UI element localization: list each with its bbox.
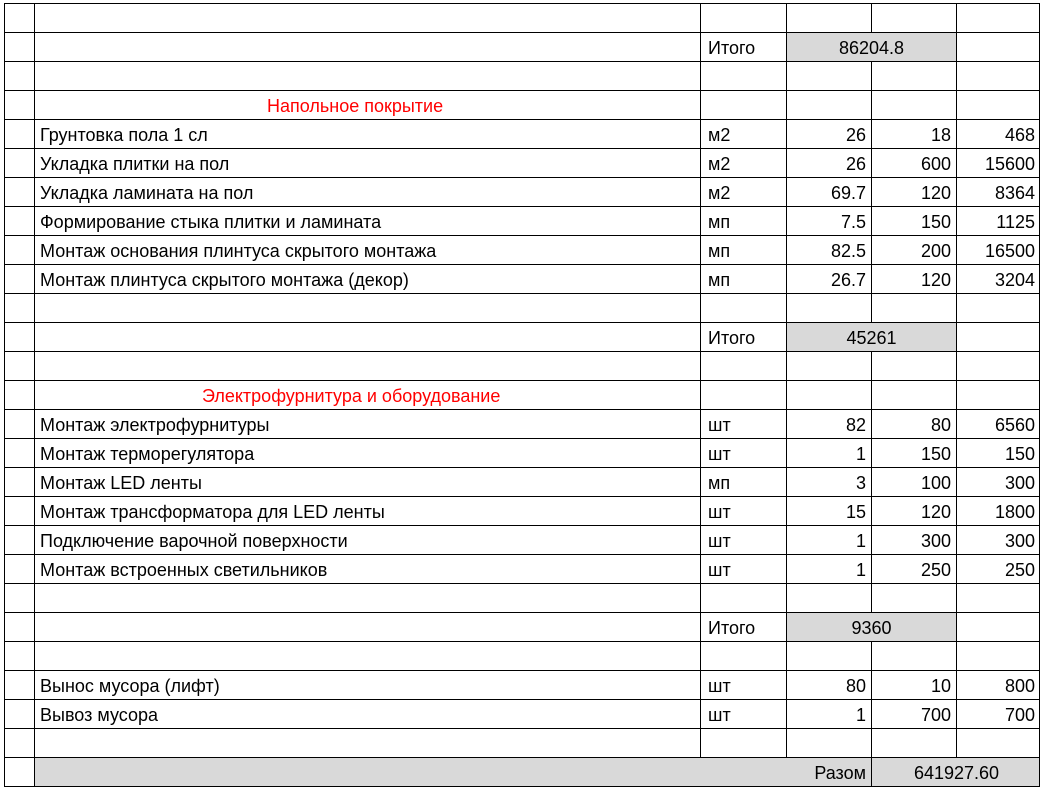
cell[interactable] bbox=[956, 293, 1040, 322]
item-unit[interactable]: мп bbox=[700, 235, 786, 264]
item-qty[interactable]: 26.7 bbox=[786, 264, 871, 293]
table-row bbox=[4, 554, 1040, 583]
row-header-cell[interactable] bbox=[4, 467, 34, 496]
row-header-cell[interactable] bbox=[4, 583, 34, 612]
item-qty[interactable]: 3 bbox=[786, 467, 871, 496]
table-row bbox=[4, 264, 1040, 293]
item-qty[interactable]: 26 bbox=[786, 119, 871, 148]
item-name[interactable]: Вывоз мусора bbox=[34, 699, 700, 728]
row-header-cell[interactable] bbox=[4, 757, 34, 786]
cell[interactable] bbox=[700, 61, 786, 90]
row-header-cell[interactable] bbox=[4, 119, 34, 148]
row-header-cell[interactable] bbox=[4, 264, 34, 293]
cell[interactable] bbox=[956, 322, 1040, 351]
item-qty[interactable]: 1 bbox=[786, 699, 871, 728]
cell[interactable] bbox=[871, 351, 956, 380]
item-sum[interactable]: 800 bbox=[956, 670, 1040, 699]
item-name[interactable]: Вынос мусора (лифт) bbox=[34, 670, 700, 699]
cell[interactable] bbox=[871, 61, 956, 90]
item-price[interactable]: 250 bbox=[871, 554, 956, 583]
item-sum[interactable]: 300 bbox=[956, 467, 1040, 496]
cell[interactable] bbox=[871, 90, 956, 119]
cell[interactable] bbox=[34, 351, 700, 380]
row-header-cell[interactable] bbox=[4, 525, 34, 554]
item-name[interactable]: Монтаж электрофурнитуры bbox=[34, 409, 700, 438]
grand-total-value[interactable]: 641927.60 bbox=[913, 763, 1000, 783]
cell[interactable] bbox=[786, 728, 871, 757]
item-price[interactable]: 150 bbox=[871, 438, 956, 467]
grand-total-row bbox=[4, 757, 1040, 786]
section-title: Электрофурнитура и оборудование bbox=[202, 386, 501, 406]
table-row bbox=[4, 699, 1040, 728]
item-qty[interactable]: 69.7 bbox=[786, 177, 871, 206]
item-unit[interactable]: мп bbox=[700, 467, 786, 496]
table-row bbox=[4, 409, 1040, 438]
cell[interactable] bbox=[956, 641, 1040, 670]
item-name[interactable]: Монтаж трансформатора для LED ленты bbox=[34, 496, 700, 525]
cell[interactable] bbox=[700, 351, 786, 380]
section-title-row bbox=[4, 90, 1040, 119]
row-header-cell[interactable] bbox=[4, 699, 34, 728]
item-price[interactable]: 150 bbox=[871, 206, 956, 235]
cell[interactable] bbox=[786, 61, 871, 90]
item-sum[interactable]: 1800 bbox=[956, 496, 1040, 525]
empty-row bbox=[4, 3, 1040, 32]
cell[interactable] bbox=[34, 32, 700, 61]
cell[interactable] bbox=[956, 90, 1040, 119]
item-price[interactable]: 700 bbox=[871, 699, 956, 728]
cell[interactable] bbox=[34, 728, 700, 757]
item-unit[interactable]: шт bbox=[700, 525, 786, 554]
table-row bbox=[4, 496, 1040, 525]
item-unit[interactable]: м2 bbox=[700, 177, 786, 206]
cell[interactable] bbox=[786, 293, 871, 322]
item-name[interactable]: Укладка плитки на пол bbox=[34, 148, 700, 177]
table-row bbox=[4, 177, 1040, 206]
cell[interactable] bbox=[786, 90, 871, 119]
item-sum[interactable]: 8364 bbox=[956, 177, 1040, 206]
item-qty[interactable]: 1 bbox=[786, 554, 871, 583]
empty-row bbox=[4, 293, 1040, 322]
item-name[interactable]: Формирование стыка плитки и ламината bbox=[34, 206, 700, 235]
cell[interactable] bbox=[956, 32, 1040, 61]
cell[interactable] bbox=[34, 293, 700, 322]
item-unit[interactable]: шт bbox=[700, 554, 786, 583]
table-row bbox=[4, 148, 1040, 177]
subtotal-row bbox=[4, 32, 1040, 61]
row-header-cell[interactable] bbox=[4, 61, 34, 90]
cell[interactable] bbox=[34, 3, 700, 32]
subtotal-value[interactable]: 45261 bbox=[786, 322, 956, 351]
cell[interactable] bbox=[871, 380, 956, 409]
item-price[interactable]: 300 bbox=[871, 525, 956, 554]
row-header-cell[interactable] bbox=[4, 641, 34, 670]
item-name[interactable]: Монтаж терморегулятора bbox=[34, 438, 700, 467]
item-name[interactable]: Грунтовка пола 1 сл bbox=[34, 119, 700, 148]
row-header-cell[interactable] bbox=[4, 670, 34, 699]
table-row bbox=[4, 235, 1040, 264]
cell[interactable] bbox=[786, 3, 871, 32]
empty-row bbox=[4, 351, 1040, 380]
cell[interactable] bbox=[700, 3, 786, 32]
item-sum[interactable]: 16500 bbox=[956, 235, 1040, 264]
item-sum[interactable]: 15600 bbox=[956, 148, 1040, 177]
section-title: Напольное покрытие bbox=[267, 96, 444, 116]
item-price[interactable]: 120 bbox=[871, 496, 956, 525]
subtotal-label[interactable]: Итого bbox=[700, 612, 786, 641]
cell[interactable] bbox=[956, 612, 1040, 641]
grand-total-bar bbox=[34, 757, 1040, 786]
grand-total-label[interactable]: Разом bbox=[787, 758, 872, 787]
row-header-cell[interactable] bbox=[4, 148, 34, 177]
table-row bbox=[4, 206, 1040, 235]
empty-row bbox=[4, 728, 1040, 757]
item-qty[interactable]: 1 bbox=[786, 438, 871, 467]
empty-row bbox=[4, 641, 1040, 670]
cell[interactable] bbox=[34, 583, 700, 612]
row-header-cell[interactable] bbox=[4, 728, 34, 757]
item-price[interactable]: 120 bbox=[871, 264, 956, 293]
cell[interactable] bbox=[700, 583, 786, 612]
row-header-cell[interactable] bbox=[4, 351, 34, 380]
row-header-cell[interactable] bbox=[4, 380, 34, 409]
item-qty[interactable]: 7.5 bbox=[786, 206, 871, 235]
row-header-cell[interactable] bbox=[4, 3, 34, 32]
row-header-cell[interactable] bbox=[4, 496, 34, 525]
item-sum[interactable]: 3204 bbox=[956, 264, 1040, 293]
row-header-cell[interactable] bbox=[4, 409, 34, 438]
row-header-cell[interactable] bbox=[4, 438, 34, 467]
cell[interactable] bbox=[956, 583, 1040, 612]
subtotal-row bbox=[4, 612, 1040, 641]
section-title-row bbox=[4, 380, 1040, 409]
item-qty[interactable]: 1 bbox=[786, 525, 871, 554]
cell[interactable] bbox=[956, 728, 1040, 757]
cell[interactable] bbox=[34, 61, 700, 90]
item-unit[interactable]: шт bbox=[700, 670, 786, 699]
cell[interactable] bbox=[871, 3, 956, 32]
item-sum[interactable]: 6560 bbox=[956, 409, 1040, 438]
item-name[interactable]: Монтаж основания плинтуса скрытого монтажа bbox=[34, 235, 700, 264]
table-bottom-border bbox=[4, 786, 1040, 787]
section-title-cell[interactable] bbox=[34, 380, 700, 409]
item-qty[interactable]: 26 bbox=[786, 148, 871, 177]
cell[interactable] bbox=[34, 322, 700, 351]
table-row bbox=[4, 670, 1040, 699]
cell[interactable] bbox=[956, 380, 1040, 409]
cell[interactable] bbox=[871, 728, 956, 757]
item-unit[interactable]: мп bbox=[700, 206, 786, 235]
cell[interactable] bbox=[956, 3, 1040, 32]
table-row bbox=[4, 438, 1040, 467]
item-sum[interactable]: 150 bbox=[956, 438, 1040, 467]
item-unit[interactable]: шт bbox=[700, 409, 786, 438]
item-name[interactable]: Монтаж встроенных светильников bbox=[34, 554, 700, 583]
item-unit[interactable]: шт bbox=[700, 699, 786, 728]
item-unit[interactable]: мп bbox=[700, 264, 786, 293]
row-header-cell[interactable] bbox=[4, 206, 34, 235]
row-header-cell[interactable] bbox=[4, 293, 34, 322]
cell[interactable] bbox=[700, 641, 786, 670]
item-unit[interactable]: шт bbox=[700, 438, 786, 467]
item-name[interactable]: Укладка ламината на пол bbox=[34, 177, 700, 206]
item-sum[interactable]: 250 bbox=[956, 554, 1040, 583]
item-qty[interactable]: 82.5 bbox=[786, 235, 871, 264]
subtotal-label[interactable]: Итого bbox=[700, 322, 786, 351]
row-header-cell[interactable] bbox=[4, 235, 34, 264]
row-header-cell[interactable] bbox=[4, 322, 34, 351]
empty-row bbox=[4, 583, 1040, 612]
row-header-cell[interactable] bbox=[4, 32, 34, 61]
item-unit[interactable]: м2 bbox=[700, 119, 786, 148]
cell[interactable] bbox=[700, 293, 786, 322]
item-price[interactable]: 200 bbox=[871, 235, 956, 264]
cell[interactable] bbox=[871, 293, 956, 322]
cell[interactable] bbox=[786, 351, 871, 380]
cell[interactable] bbox=[34, 612, 700, 641]
empty-row bbox=[4, 61, 1040, 90]
cell[interactable] bbox=[700, 380, 786, 409]
cell[interactable] bbox=[956, 351, 1040, 380]
cell[interactable] bbox=[956, 61, 1040, 90]
item-name[interactable]: Подключение варочной поверхности bbox=[34, 525, 700, 554]
table-row bbox=[4, 467, 1040, 496]
item-sum[interactable]: 468 bbox=[956, 119, 1040, 148]
row-header-cell[interactable] bbox=[4, 554, 34, 583]
cell[interactable] bbox=[786, 380, 871, 409]
row-header-cell[interactable] bbox=[4, 90, 34, 119]
row-header-cell[interactable] bbox=[4, 177, 34, 206]
row-header-cell[interactable] bbox=[4, 612, 34, 641]
item-sum[interactable]: 300 bbox=[956, 525, 1040, 554]
subtotal-value[interactable]: 86204.8 bbox=[786, 32, 956, 61]
item-price[interactable]: 18 bbox=[871, 119, 956, 148]
subtotal-row bbox=[4, 322, 1040, 351]
cell[interactable] bbox=[786, 641, 871, 670]
item-qty[interactable]: 80 bbox=[786, 670, 871, 699]
table-row bbox=[4, 119, 1040, 148]
cell[interactable] bbox=[34, 641, 700, 670]
table-row bbox=[4, 525, 1040, 554]
item-unit[interactable]: м2 bbox=[700, 148, 786, 177]
item-sum[interactable]: 700 bbox=[956, 699, 1040, 728]
cell[interactable] bbox=[871, 641, 956, 670]
item-price[interactable]: 80 bbox=[871, 409, 956, 438]
subtotal-value[interactable]: 9360 bbox=[786, 612, 956, 641]
section-title-cell[interactable] bbox=[34, 90, 700, 119]
item-sum[interactable]: 1125 bbox=[956, 206, 1040, 235]
subtotal-label[interactable]: Итого bbox=[700, 32, 786, 61]
cell[interactable] bbox=[700, 90, 786, 119]
cell[interactable] bbox=[700, 728, 786, 757]
cell[interactable] bbox=[786, 583, 871, 612]
cell[interactable] bbox=[871, 583, 956, 612]
item-name[interactable]: Монтаж плинтуса скрытого монтажа (декор) bbox=[34, 264, 700, 293]
item-price[interactable]: 600 bbox=[871, 148, 956, 177]
item-qty[interactable]: 15 bbox=[786, 496, 871, 525]
item-name[interactable]: Монтаж LED ленты bbox=[34, 467, 700, 496]
item-price[interactable]: 10 bbox=[871, 670, 956, 699]
item-qty[interactable]: 82 bbox=[786, 409, 871, 438]
item-unit[interactable]: шт bbox=[700, 496, 786, 525]
item-price[interactable]: 120 bbox=[871, 177, 956, 206]
item-price[interactable]: 100 bbox=[871, 467, 956, 496]
